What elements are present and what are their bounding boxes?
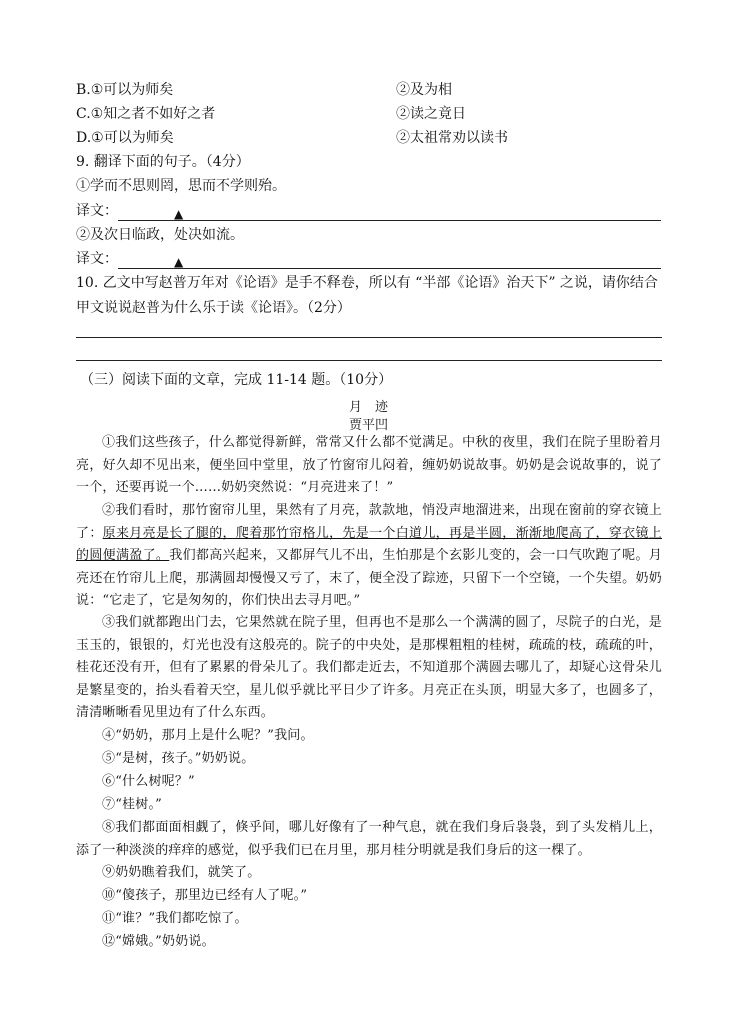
triangle-icon: ▲ [174,207,184,221]
q10-line-2: 甲文说说赵普为什么乐于读《论语》。（2分） [76,300,351,316]
paragraph-2-underlined: 原来月亮是长了腿的，爬着那竹帘格儿，先是一个白道儿，再是半圆，渐渐地爬高了，穿衣镜上的圆便满盈了。 [76,525,663,563]
q9-title: 9. 翻译下面的句子。（4分） [76,154,250,170]
option-d [76,128,508,148]
paragraph-10: ⑩“傻孩子，那里边已经有人了呢。” [102,888,308,903]
q10-line-1: 10. 乙文中写赵普万年对《论语》是手不释卷，所以有 “半部《论语》治天下” 之说，请你结合 [76,275,658,291]
paragraph-6: ⑥“什么树呢？” [102,774,195,789]
option-b-left: B.①可以为师矣 [76,82,174,98]
answer-blank-2[interactable] [118,254,661,269]
q9-answer-1 [76,201,661,221]
option-c-right: ②读之竟日 [396,106,466,122]
paragraph-7: ⑦“桂树。” [102,797,162,812]
paragraph-11: ⑪“谁？”我们都吃惊了。 [102,911,248,926]
triangle-icon: ▲ [174,255,184,269]
answer-label: 译文： [76,203,118,219]
q9-sentence-1: ①学而不思则罔，思而不学则殆。 [76,178,286,194]
paragraph-5: ⑤“是树，孩子。”奶奶说。 [102,751,255,766]
paragraph-2-before: ②我们看时，那竹窗帘儿里，果然有了月亮，款款地，悄没声地溜进来，出现在窗前的穿衣镜上了： [76,503,662,541]
option-c [76,104,466,124]
option-d-right: ②太祖常劝以读书 [396,130,508,146]
paragraph-8: ⑧我们都面面相觑了，倏乎间，哪儿好像有了一种气息，就在我们身后袅袅，到了头发梢儿上，添了一种淡淡的痒痒的感觉，似乎我们已在月里，那月桂分明就是我们身后的这一棵了。 [76,820,662,858]
option-b-right: ②及为相 [396,82,452,98]
section3-heading: （三）阅读下面的文章，完成 11-14 题。（10分） [80,372,393,388]
paragraph-4: ④“奶奶，那月上是什么呢？”我问。 [102,728,314,743]
article-author: 贾平凹 [348,418,388,433]
answer-label: 译文： [76,251,118,267]
paragraph-1: ①我们这些孩子，什么都觉得新鲜，常常又什么都不觉满足。中秋的夜里，我们在院子里盼着月亮，好久却不见出来，便坐回中堂里，放了竹窗帘儿闷着，缠奶奶说故事。奶奶是会说故事的，说了一个，还要再说一个……奶奶突然说：“月亮进来了！” [76,435,662,495]
paragraph-3: ③我们就都跑出门去，它果然就在院子里，但再也不是那么一个满满的圆了，尽院子的白光，是玉玉的，银银的，灯光也没有这般亮的。院子的中央处，是那棵粗粗的桂树，疏疏的枝，疏疏的叶，桂花还没有开，但有了累累的骨朵儿了。我们都走近去，不知道那个满圆去哪儿了，却疑心这骨朵儿是繁星变的，抬头看着天空，星儿似乎就比平日少了许多。月亮正在头顶，明显大多了，也圆多了，清清晰晰看见里边有了什么东西。 [76,615,662,720]
option-d-left: D.①可以为师矣 [76,130,174,146]
answer-blank-1[interactable] [118,206,661,221]
paragraph-12: ⑫“嫦娥。”奶奶说。 [102,934,215,949]
q9-sentence-2: ②及次日临政，处决如流。 [76,227,244,243]
q9-answer-2 [76,249,661,269]
paragraph-2 [76,500,662,613]
article-title: 月 迹 [348,400,388,415]
option-b [76,80,452,100]
paragraph-2-after: 我们都高兴起来，又都屏气儿不出，生怕那是个玄影儿变的，会一口气吹跑了呢。月亮还在竹帘儿上爬，那满圆却慢慢又亏了，末了，便全没了踪迹，只留下一个空镜，一个失望。奶奶说：“它走了，它是匆匆的，你们快出去寻月吧。” [76,548,662,608]
option-c-left: C.①知之者不如好之者 [76,106,216,122]
paragraph-9: ⑨奶奶瞧着我们，就笑了。 [102,865,261,880]
q10-answer-line-2[interactable] [76,360,662,361]
q10-answer-line-1[interactable] [76,337,662,338]
